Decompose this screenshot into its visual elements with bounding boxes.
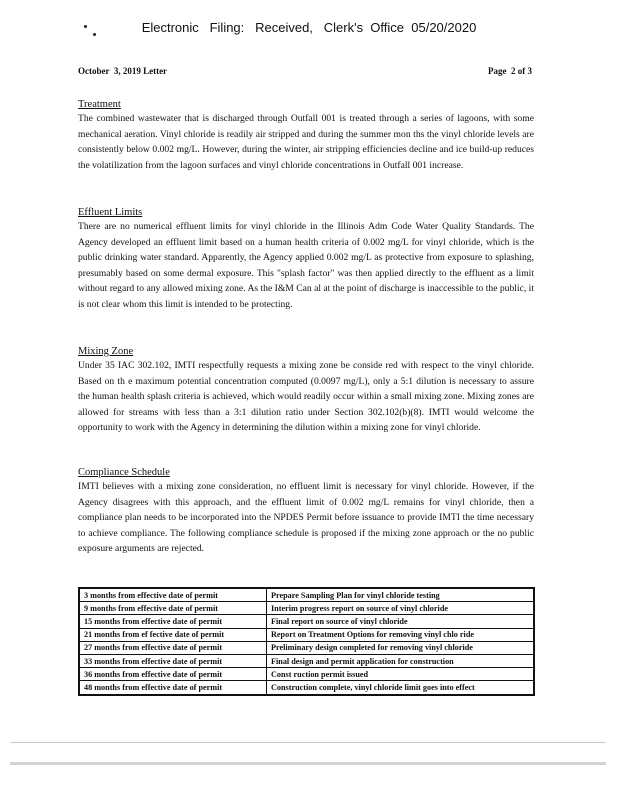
table-row — [80, 628, 534, 641]
section-heading: Mixing Zone — [78, 346, 134, 357]
schedule-when: 27 months from effective date of permit — [80, 641, 267, 654]
section-body: IMTI believes with a mixing zone consideration, no effluent limit is necessary for vinyl chloride. However, if the Agency disagrees with this approach, and the effluent limit of 0.002 mg/L remains for vinyl chloride, then a compliance plan needs to be incorporated into the NPDES Permit before issuance to provide IMTI the time necessary to achieve compliance. The following compliance schedule is proposed if the mixing zone approach or the no public exposure arguments are rejected. — [78, 481, 534, 555]
scan-edge-line — [10, 762, 606, 765]
section-body: There are no numerical effluent limits for vinyl chloride in the Illinois Adm Code Water Quality Standards. The Agency developed an effluent limit based on a human health criteria of 0.002 mg/L for vinyl chloride, which is the public drinking water standard. Apparently, the Agency applied 0.002 mg/L as protective from exposure to splashing, presumably based on some dermal exposure. This "splash factor" was then applied directly to the effluent as a limit without regard to any allowed mixing zone. As the I&M Can al at the point of discharge is inaccessible to the public, it is not clear whom this limit is intended to be protecting. — [78, 221, 534, 310]
section-heading: Treatment — [78, 99, 121, 110]
schedule-when: 9 months from effective date of permit — [80, 602, 267, 615]
section-treatment — [78, 99, 534, 173]
section-heading: Effluent Limits — [78, 207, 143, 218]
section-heading: Compliance Schedule — [78, 467, 170, 478]
schedule-task: Final design and permit application for construction — [267, 654, 534, 667]
schedule-task: Construction complete, vinyl chloride limit goes into effect — [267, 681, 534, 694]
schedule-when: 21 months from ef fective date of permit — [80, 628, 267, 641]
schedule-task: Report on Treatment Options for removing vinyl chlo ride — [267, 628, 534, 641]
schedule-task: Final report on source of vinyl chloride — [267, 615, 534, 628]
section-body: The combined wastewater that is discharged through Outfall 001 is treated through a series of lagoons, with some mechanical aeration. Vinyl chloride is readily air stripped and during the summer mon ths the vinyl chloride levels are consistently below 0.002 mg/L. However, during the winter, air stripping efficiencies decline and ice build-up reduces the volatilization from the lagoon surfaces and vinyl chloride concentrations in Outfall 001 increase. — [78, 113, 534, 171]
schedule-when: 33 months from effective date of permit — [80, 654, 267, 667]
schedule-when: 15 months from effective date of permit — [80, 615, 267, 628]
page-number: Page 2 of 3 — [488, 66, 532, 76]
schedule-when: 48 months from effective date of permit — [80, 681, 267, 694]
table-row — [80, 589, 534, 602]
schedule-task: Preliminary design completed for removing vinyl chloride — [267, 641, 534, 654]
schedule-task: Const ruction permit issued — [267, 668, 534, 681]
section-mixing-zone — [78, 346, 534, 436]
scan-edge-line — [10, 742, 606, 743]
schedule-when: 36 months from effective date of permit — [80, 668, 267, 681]
schedule-task: Interim progress report on source of vinyl chloride — [267, 602, 534, 615]
section-compliance-schedule — [78, 467, 534, 557]
letter-date-header: October 3, 2019 Letter — [78, 66, 168, 76]
table-row — [80, 641, 534, 654]
table-row — [80, 654, 534, 667]
compliance-schedule-table — [79, 588, 534, 695]
table-row — [80, 668, 534, 681]
table-row — [80, 602, 534, 615]
schedule-when: 3 months from effective date of permit — [80, 589, 267, 602]
section-effluent-limits — [78, 207, 534, 313]
table-row — [80, 615, 534, 628]
table-row — [80, 681, 534, 694]
section-body: Under 35 IAC 302.102, IMTI respectfully requests a mixing zone be conside red with respect to the vinyl chloride. Based on th e maximum potential concentration computed (0.0097 mg/L), only a 5:1 dilution is necessary to assure the human health splash criteria is achieved, which would readily occur within a small mixing zone. Mixing zones are allowed for streams with less than a 3:1 dilution ratio under Section 302.102(b)(8). IMTI would welcome the opportunity to work with the Agency in determining the dilution within a mixing zone for vinyl chloride. — [78, 360, 534, 434]
schedule-task: Prepare Sampling Plan for vinyl chloride testing — [267, 589, 534, 602]
filing-stamp: Electronic Filing: Received, Clerk's Office 05/20/2020 — [141, 20, 477, 35]
